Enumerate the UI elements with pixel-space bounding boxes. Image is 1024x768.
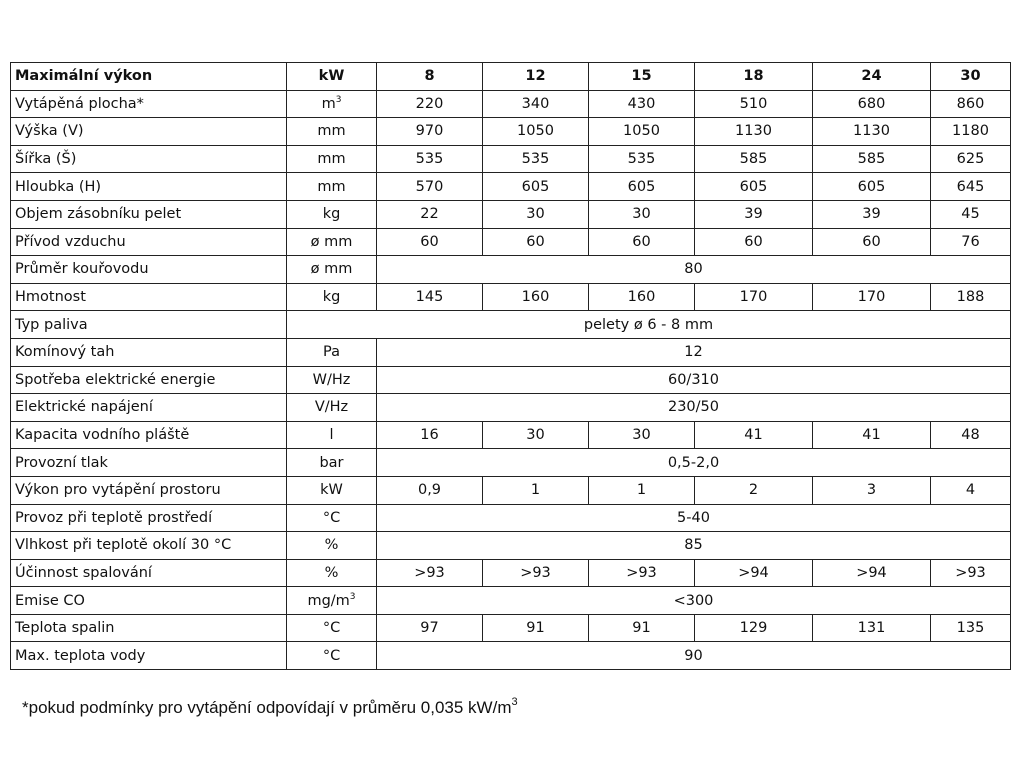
- row-value: 585: [813, 145, 931, 173]
- row-unit: °C: [287, 614, 377, 642]
- row-unit: V/Hz: [287, 394, 377, 422]
- table-row: [11, 311, 1011, 339]
- row-label: Provozní tlak: [11, 449, 287, 477]
- row-value: 510: [695, 90, 813, 118]
- row-unit: l: [287, 421, 377, 449]
- row-merged-value: 12: [377, 338, 1011, 366]
- row-value: 680: [813, 90, 931, 118]
- row-value: 535: [589, 145, 695, 173]
- row-value: 1050: [589, 118, 695, 146]
- row-label: Spotřeba elektrické energie: [11, 366, 287, 394]
- row-label: Vytápěná plocha*: [11, 90, 287, 118]
- row-value: 22: [377, 200, 483, 228]
- row-value: 1180: [931, 118, 1011, 146]
- row-label: Provoz při teplotě prostředí: [11, 504, 287, 532]
- row-merged-value: 90: [377, 642, 1011, 670]
- table-row: [11, 394, 1011, 422]
- table-row: [11, 559, 1011, 587]
- unit-base: mg/m: [307, 592, 350, 609]
- table-row: [11, 228, 1011, 256]
- row-value: 60: [813, 228, 931, 256]
- row-merged-value: 85: [377, 532, 1011, 560]
- row-unit: °C: [287, 642, 377, 670]
- row-value: 170: [813, 283, 931, 311]
- row-merged-value: 60/310: [377, 366, 1011, 394]
- row-label: Teplota spalin: [11, 614, 287, 642]
- row-value: 91: [483, 614, 589, 642]
- row-value: >94: [695, 559, 813, 587]
- row-merged-value: 230/50: [377, 394, 1011, 422]
- unit-superscript: 3: [349, 591, 356, 602]
- row-value: 340: [483, 90, 589, 118]
- row-value: 45: [931, 200, 1011, 228]
- row-value: 570: [377, 173, 483, 201]
- row-unit: mm: [287, 118, 377, 146]
- row-value: >93: [483, 559, 589, 587]
- row-unit: W/Hz: [287, 366, 377, 394]
- row-value: 535: [483, 145, 589, 173]
- row-value: 60: [589, 228, 695, 256]
- row-merged-value: 0,5-2,0: [377, 449, 1011, 477]
- row-value: 60: [695, 228, 813, 256]
- row-unit: °C: [287, 504, 377, 532]
- header-value: 24: [813, 63, 931, 91]
- row-unit: kW: [287, 476, 377, 504]
- header-value: 8: [377, 63, 483, 91]
- table-row: [11, 532, 1011, 560]
- table-row: [11, 338, 1011, 366]
- row-merged-value: 80: [377, 256, 1011, 284]
- row-label: Hmotnost: [11, 283, 287, 311]
- header-unit: kW: [287, 63, 377, 91]
- row-value: >93: [377, 559, 483, 587]
- table-row: [11, 256, 1011, 284]
- row-value: 135: [931, 614, 1011, 642]
- table-row: [11, 366, 1011, 394]
- table-row: [11, 642, 1011, 670]
- row-value: 188: [931, 283, 1011, 311]
- row-unit: mm: [287, 173, 377, 201]
- row-value: 97: [377, 614, 483, 642]
- table-row: [11, 145, 1011, 173]
- row-value: 1: [589, 476, 695, 504]
- row-value: 4: [931, 476, 1011, 504]
- row-value: 535: [377, 145, 483, 173]
- header-value: 30: [931, 63, 1011, 91]
- row-unit: %: [287, 532, 377, 560]
- row-value: 91: [589, 614, 695, 642]
- row-value: 605: [589, 173, 695, 201]
- row-label: Vlhkost při teplotě okolí 30 °C: [11, 532, 287, 560]
- row-label: Objem zásobníku pelet: [11, 200, 287, 228]
- row-value: 3: [813, 476, 931, 504]
- row-label: Typ paliva: [11, 311, 287, 339]
- row-value: 1130: [695, 118, 813, 146]
- row-label: Hloubka (H): [11, 173, 287, 201]
- row-value: 60: [377, 228, 483, 256]
- header-value: 15: [589, 63, 695, 91]
- row-value: 30: [589, 421, 695, 449]
- row-value: 970: [377, 118, 483, 146]
- table-row: [11, 90, 1011, 118]
- row-value: 30: [483, 421, 589, 449]
- row-label: Max. teplota vody: [11, 642, 287, 670]
- table-row: [11, 118, 1011, 146]
- footnote-text: *pokud podmínky pro vytápění odpovídají v průměru 0,035 kW/m: [22, 698, 512, 717]
- row-value: 145: [377, 283, 483, 311]
- table-header-row: [11, 63, 1011, 91]
- row-value: 170: [695, 283, 813, 311]
- header-value: 12: [483, 63, 589, 91]
- header-value: 18: [695, 63, 813, 91]
- row-value: 30: [483, 200, 589, 228]
- table-row: [11, 449, 1011, 477]
- row-unit: bar: [287, 449, 377, 477]
- table-row: [11, 476, 1011, 504]
- header-label: Maximální výkon: [11, 63, 287, 91]
- row-value: 220: [377, 90, 483, 118]
- row-value: 16: [377, 421, 483, 449]
- table-row: [11, 173, 1011, 201]
- row-value: 129: [695, 614, 813, 642]
- table-row: [11, 504, 1011, 532]
- row-label: Kapacita vodního pláště: [11, 421, 287, 449]
- table-row: [11, 283, 1011, 311]
- row-merged-value: 5-40: [377, 504, 1011, 532]
- row-value: >93: [589, 559, 695, 587]
- row-value: 1: [483, 476, 589, 504]
- row-value: 1130: [813, 118, 931, 146]
- table-row: [11, 614, 1011, 642]
- row-unit: [287, 90, 377, 118]
- row-value: 2: [695, 476, 813, 504]
- row-label: Výška (V): [11, 118, 287, 146]
- row-value: 39: [813, 200, 931, 228]
- footnote: [22, 698, 518, 718]
- row-value: 625: [931, 145, 1011, 173]
- table-row: [11, 200, 1011, 228]
- row-value: 605: [483, 173, 589, 201]
- row-value: 1050: [483, 118, 589, 146]
- row-value: 160: [589, 283, 695, 311]
- row-unit: ø mm: [287, 256, 377, 284]
- row-unit: mm: [287, 145, 377, 173]
- row-value: 41: [695, 421, 813, 449]
- row-value: 645: [931, 173, 1011, 201]
- row-label: Emise CO: [11, 587, 287, 615]
- row-label: Účinnost spalování: [11, 559, 287, 587]
- row-label: Komínový tah: [11, 338, 287, 366]
- row-value: 76: [931, 228, 1011, 256]
- row-value: 860: [931, 90, 1011, 118]
- row-merged-value: <300: [377, 587, 1011, 615]
- row-merged-value: pelety ø 6 - 8 mm: [287, 311, 1011, 339]
- row-value: 430: [589, 90, 695, 118]
- row-unit: [287, 587, 377, 615]
- row-value: 131: [813, 614, 931, 642]
- row-unit: kg: [287, 283, 377, 311]
- row-value: 585: [695, 145, 813, 173]
- row-value: 0,9: [377, 476, 483, 504]
- row-label: Přívod vzduchu: [11, 228, 287, 256]
- row-value: 41: [813, 421, 931, 449]
- row-label: Průměr kouřovodu: [11, 256, 287, 284]
- row-value: 605: [813, 173, 931, 201]
- row-value: 60: [483, 228, 589, 256]
- unit-superscript: 3: [335, 94, 342, 105]
- table-row: [11, 587, 1011, 615]
- specification-table: [10, 62, 1011, 670]
- row-value: >94: [813, 559, 931, 587]
- row-unit: Pa: [287, 338, 377, 366]
- footnote-superscript: 3: [511, 696, 518, 708]
- row-label: Elektrické napájení: [11, 394, 287, 422]
- row-unit: kg: [287, 200, 377, 228]
- row-value: >93: [931, 559, 1011, 587]
- row-value: 39: [695, 200, 813, 228]
- table-row: [11, 421, 1011, 449]
- row-label: Výkon pro vytápění prostoru: [11, 476, 287, 504]
- unit-base: m: [321, 95, 336, 112]
- row-unit: %: [287, 559, 377, 587]
- row-value: 160: [483, 283, 589, 311]
- row-label: Šířka (Š): [11, 145, 287, 173]
- row-value: 48: [931, 421, 1011, 449]
- row-unit: ø mm: [287, 228, 377, 256]
- row-value: 605: [695, 173, 813, 201]
- row-value: 30: [589, 200, 695, 228]
